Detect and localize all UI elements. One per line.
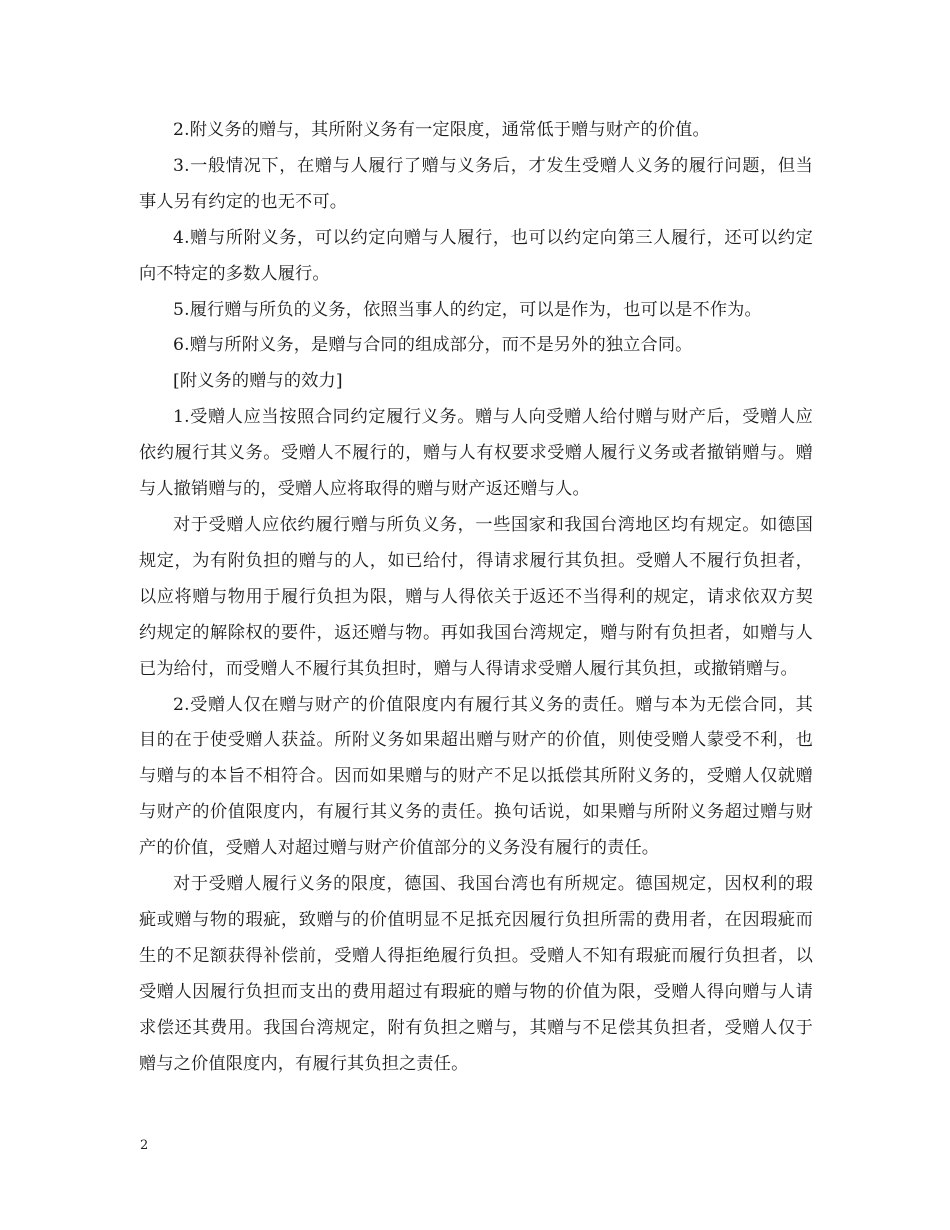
paragraph-7: 1.受赠人应当按照合同约定履行义务。赠与人向受赠人给付赠与财产后，受赠人应依约履行其义务。受赠人不履行的，赠与人有权要求受赠人履行义务或者撤销赠与。赠与人撤销赠与的，受赠人应将取得的赠与财产返还赠与人。 [139, 407, 813, 500]
paragraph-10: 对于受赠人履行义务的限度，德国、我国台湾也有所规定。德国规定，因权利的瑕疵或赠与物的瑕疵，致赠与的价值明显不足抵充因履行负担所需的费用者，在因瑕疵而生的不足额获得补偿前，受赠人得拒绝履行负担。受赠人不知有瑕疵而履行负担者，以受赠人因履行负担而支出的费用超过有瑕疵的赠与物的价值为限，受赠人得向赠与人请求偿还其费用。我国台湾规定，附有负担之赠与，其赠与不足偿其负担者，受赠人仅于赠与之价值限度内，有履行其负担之责任。 [139, 874, 813, 1074]
paragraph-2: 3.一般情况下，在赠与人履行了赠与义务后，才发生受赠人义务的履行问题，但当事人另有约定的也无不可。 [139, 155, 813, 212]
paragraph-3: 4.赠与所附义务，可以约定向赠与人履行，也可以约定向第三人履行，还可以约定向不特定的多数人履行。 [139, 227, 813, 284]
paragraph-5: 6.赠与所附义务，是赠与合同的组成部分，而不是另外的独立合同。 [173, 335, 693, 356]
section-heading: [附义务的赠与的效力] [173, 371, 343, 392]
paragraph-4: 5.履行赠与所负的义务，依照当事人的约定，可以是作为，也可以是不作为。 [173, 299, 762, 320]
page-number: 2 [140, 1138, 149, 1153]
paragraph-1: 2.附义务的赠与，其所附义务有一定限度，通常低于赠与财产的价值。 [173, 120, 710, 140]
paragraph-9: 2.受赠人仅在赠与财产的价值限度内有履行其义务的责任。赠与本为无偿合同，其目的在于使受赠人获益。所附义务如果超出赠与财产的价值，则使受赠人蒙受不利，也与赠与的本旨不相符合。因而如果赠与的财产不足以抵偿其所附义务的，受赠人仅就赠与财产的价值限度内，有履行其义务的责任。换句话说，如果赠与所附义务超过赠与财产的价值，受赠人对超过赠与财产价值部分的义务没有履行的责任。 [139, 694, 813, 859]
paragraph-8: 对于受赠人应依约履行赠与所负义务，一些国家和我国台湾地区均有规定。如德国规定，为有附负担的赠与的人，如已给付，得请求履行其负担。受赠人不履行负担者，以应将赠与物用于履行负担为限，赠与人得依关于返还不当得利的规定，请求依双方契约规定的解除权的要件，返还赠与物。再如我国台湾规定，赠与附有负担者，如赠与人已为给付，而受赠人不履行其负担时，赠与人得请求受赠人履行其负担，或撤销赠与。 [139, 514, 813, 679]
document-body [139, 113, 813, 1082]
